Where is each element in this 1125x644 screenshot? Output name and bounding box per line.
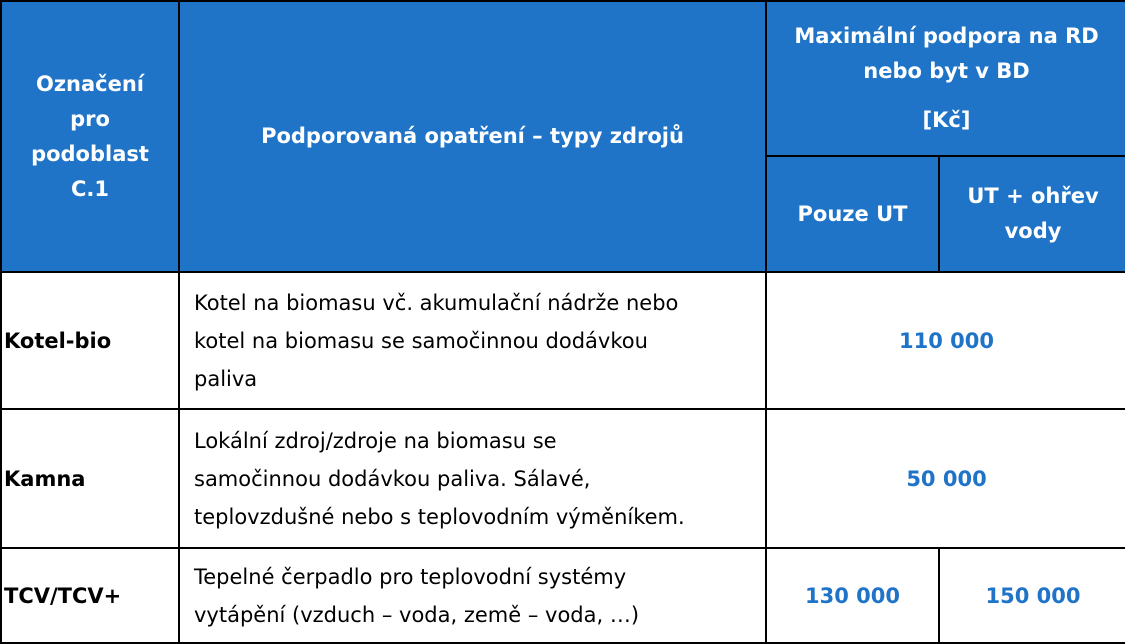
row-description-line: samočinnou dodávkou paliva. Sálavé,: [194, 466, 591, 491]
header-max-support: [766, 1, 1125, 156]
header-designation-line: Označení: [35, 71, 145, 96]
row-description-cell: [179, 409, 766, 548]
row-name: TCV/TCV+: [4, 583, 122, 608]
table-row: [1, 409, 1125, 548]
row-description-cell: [179, 272, 766, 409]
header-measures: [179, 1, 766, 272]
table-row: [1, 272, 1125, 409]
header-heating-only-label: Pouze UT: [797, 201, 908, 226]
row-description-line: Tepelné čerpadlo pro teplovodní systémy: [194, 564, 627, 589]
header-max-support-unit: [Kč]: [922, 108, 971, 132]
header-designation: [1, 1, 179, 272]
row-value-heating-water: 150 000: [985, 583, 1081, 608]
row-description-line: teplovzdušné nebo s teplovodním výměníkem.: [194, 504, 685, 529]
header-designation-line: C.1: [70, 176, 109, 201]
row-name-cell: [1, 548, 179, 643]
row-description-line: kotel na biomasu se samočinnou dodávkou: [194, 328, 648, 353]
row-description-line: Kotel na biomasu vč. akumulační nádrže nebo: [194, 290, 679, 315]
row-name: Kotel-bio: [4, 328, 112, 353]
row-name-cell: [1, 409, 179, 548]
header-row: [1, 1, 1125, 156]
header-max-support-line2: nebo byt v BD: [863, 59, 1030, 83]
header-heating-water-line2: vody: [1004, 219, 1062, 243]
row-value-cell: [766, 272, 1125, 409]
row-name: Kamna: [4, 466, 86, 491]
header-measures-label: Podporovaná opatření – typy zdrojů: [261, 124, 684, 148]
header-heating-water: [939, 156, 1125, 272]
header-heating-only: [766, 156, 939, 272]
row-value-heating-water-cell: [939, 548, 1125, 643]
row-value-heating-only-cell: [766, 548, 939, 643]
row-value: 50 000: [906, 466, 987, 491]
table-row: [1, 548, 1125, 643]
header-max-support-line1: Maximální podpora na RD: [794, 24, 1099, 48]
header-heating-water-line1: UT + ohřev: [967, 184, 1099, 208]
row-description-line: Lokální zdroj/zdroje na biomasu se: [194, 428, 557, 453]
row-value-cell: [766, 409, 1125, 548]
row-value-heating-only: 130 000: [805, 583, 900, 608]
row-description-line: vytápění (vzduch – voda, země – voda, …): [194, 602, 640, 627]
header-designation-line: podoblast: [31, 141, 149, 166]
row-value: 110 000: [899, 328, 994, 353]
row-description-line: paliva: [194, 366, 258, 391]
row-description-cell: [179, 548, 766, 643]
row-name-cell: [1, 272, 179, 409]
header-designation-line: pro: [70, 106, 110, 131]
